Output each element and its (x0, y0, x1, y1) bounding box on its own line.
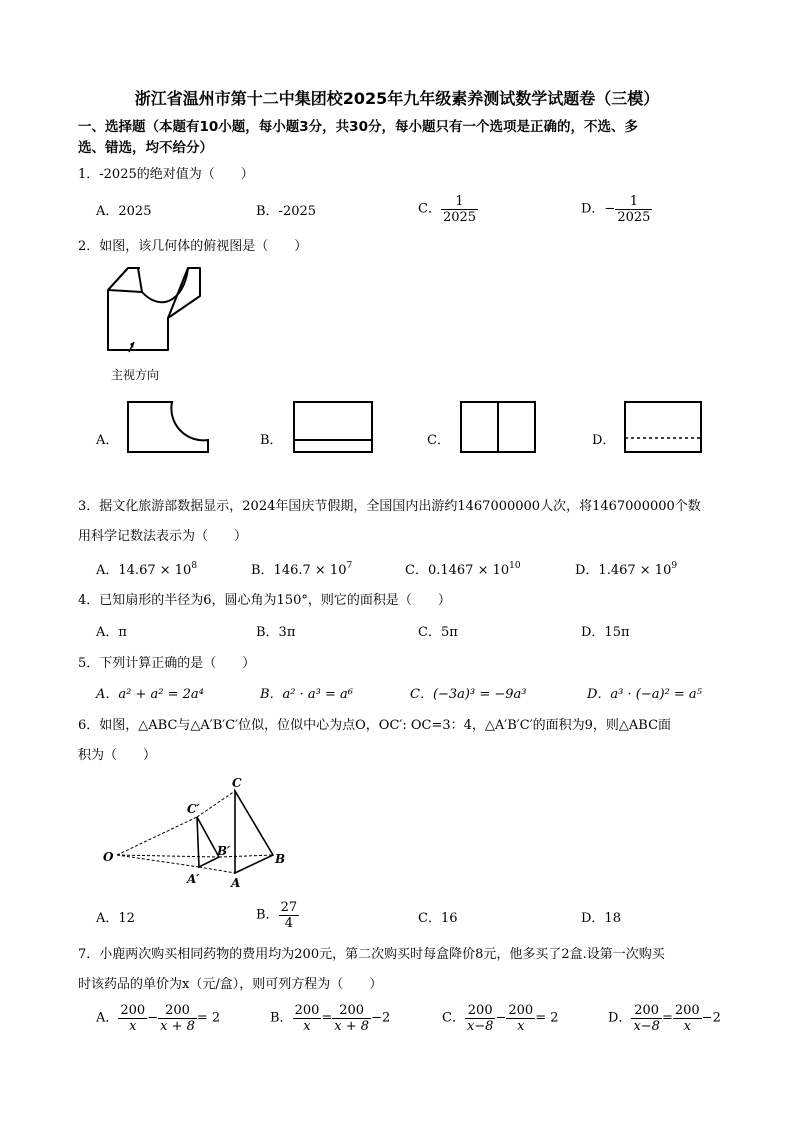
question-5-stem: 5．下列计算正确的是（ ） (78, 656, 256, 671)
q7-c-denominator-1: x−8 (466, 1019, 494, 1034)
solid-figure-diagram (100, 262, 220, 362)
q6-option-d: D．18 (581, 911, 621, 926)
point-c-label: C (232, 776, 242, 790)
q7-a-operator: − (147, 1010, 159, 1026)
q1-c-numerator: 1 (441, 194, 478, 210)
q7-d-numerator-2: 200 (674, 1003, 700, 1018)
point-b-prime-label: B′ (217, 844, 231, 858)
q1-option-c-label: C． (418, 201, 441, 217)
q6-option-a: A．12 (96, 911, 135, 926)
point-c-prime-label: C′ (187, 802, 200, 816)
question-6-line1: 6．如图，△ABC与△A′B′C′位似，位似中心为点O，OC′: OC=3：4，△A′B′C′的面积为9，则△ABC面 (78, 718, 672, 733)
q7-d-rhs: −2 (701, 1010, 721, 1026)
point-o-label: O (103, 850, 114, 864)
q3-option-a (96, 562, 197, 580)
q5-option-c: C．(−3a)³ = −9a³ (410, 687, 527, 702)
question-3-line1: 3．据文化旅游部数据显示，2024年国庆节假期，全国国内出游约1467000000人次，将1467000000个数 (78, 499, 701, 514)
q7-d-operator: = (661, 1010, 673, 1026)
q1-option-a: A．2025 (96, 204, 152, 219)
q7-c-denominator-2: x (517, 1019, 525, 1034)
question-3-line2: 用科学记数法表示为（ ） (78, 529, 248, 544)
q1-option-b: B．-2025 (256, 204, 317, 219)
point-a-prime-label: A′ (187, 872, 200, 886)
q2-option-a-figure (124, 398, 214, 456)
q3-c-base: C．0.1467 × 10 (405, 563, 510, 578)
q7-a-denominator-2: x + 8 (160, 1019, 195, 1034)
q7-d-numerator-1: 200 (631, 1003, 662, 1019)
q6-option-b (256, 900, 299, 931)
q7-c-operator: − (495, 1010, 507, 1026)
view-direction-caption: 主视方向 (111, 368, 160, 382)
q3-a-base: A．14.67 × 10 (96, 563, 192, 578)
question-2-stem: 2．如图，该几何体的俯视图是（ ） (78, 239, 308, 254)
q7-a-rhs: = 2 (196, 1010, 221, 1026)
q1-d-denominator: 2025 (617, 210, 651, 225)
q7-option-c (442, 1003, 558, 1034)
q7-b-operator: = (321, 1010, 333, 1026)
q7-b-denominator-1: x (303, 1019, 311, 1034)
q7-a-denominator-1: x (129, 1019, 137, 1034)
question-7-line2: 时该药品的单价为x（元/盒），则可列方程为（ ） (78, 977, 383, 992)
q3-b-exponent: 7 (346, 561, 353, 571)
q7-b-numerator-2: 200 (332, 1003, 371, 1019)
q2-option-b: B． (260, 433, 283, 448)
point-a-label: A (231, 876, 241, 890)
q2-option-a: A． (96, 433, 119, 448)
q1-option-d-label: D．− (581, 201, 616, 217)
q7-b-numerator-1: 200 (294, 1003, 320, 1018)
q6-b-numerator: 27 (280, 900, 298, 915)
q3-c-exponent: 10 (509, 561, 521, 571)
q7-b-rhs: −2 (371, 1010, 391, 1026)
q5-option-b: B．a² · a³ = a⁶ (260, 687, 353, 702)
q7-a-numerator-2: 200 (158, 1003, 197, 1019)
q3-d-exponent: 9 (671, 561, 678, 571)
q7-b-denominator-2: x + 8 (334, 1019, 370, 1034)
q7-c-rhs: = 2 (535, 1010, 559, 1026)
q7-d-label: D． (608, 1010, 632, 1026)
q3-option-c (405, 562, 521, 580)
q1-option-c (418, 194, 478, 225)
section-heading-line1: 一、选择题（本题有10小题，每小题3分，共30分，每小题只有一个选项是正确的，不选、多 (78, 119, 638, 135)
q2-option-b-figure (290, 398, 376, 456)
q7-d-denominator-2: x (683, 1019, 691, 1034)
q7-c-numerator-2: 200 (508, 1003, 534, 1018)
q7-b-label: B． (270, 1010, 293, 1026)
q1-c-denominator: 2025 (442, 210, 477, 225)
homothety-diagram (95, 775, 305, 895)
q7-option-d (608, 1003, 721, 1034)
question-4-stem: 4．已知扇形的半径为6，圆心角为150°，则它的面积是（ ） (78, 593, 451, 608)
q7-a-numerator-1: 200 (120, 1003, 146, 1018)
q7-option-a (96, 1003, 220, 1034)
q1-d-numerator: 1 (615, 194, 652, 210)
q1-option-d (581, 194, 652, 225)
q5-option-a: A．a² + a² = 2a⁴ (96, 687, 204, 702)
q4-option-c: C．5π (418, 625, 458, 640)
q2-option-c-figure (457, 398, 539, 456)
q7-a-label: A． (96, 1010, 119, 1026)
question-6-line2: 积为（ ） (78, 748, 157, 763)
q3-b-base: B．146.7 × 10 (251, 563, 347, 578)
q6-b-denominator: 4 (284, 916, 293, 931)
point-b-label: B (275, 852, 286, 866)
q6-option-b-label: B． (256, 907, 279, 923)
q3-a-exponent: 8 (191, 561, 198, 571)
q4-option-a: A．π (96, 625, 127, 640)
q7-c-numerator-1: 200 (465, 1003, 496, 1019)
q5-option-d: D．a³ · (−a)² = a⁵ (587, 687, 702, 702)
q4-option-b: B．3π (256, 625, 296, 640)
q3-d-base: D．1.467 × 10 (575, 563, 672, 578)
q7-c-label: C． (442, 1010, 465, 1026)
q3-option-d (575, 562, 677, 580)
question-7-line1: 7．小鹿两次购买相同药物的费用均为200元，第二次购买时每盒降价8元，他多买了2盒.设第一次购买 (78, 947, 665, 962)
section-heading-line2: 选、错选，均不给分） (78, 140, 213, 156)
q2-option-c: C． (427, 433, 450, 448)
q3-option-b (251, 562, 352, 580)
q7-d-denominator-1: x−8 (633, 1019, 660, 1034)
q2-option-d: D． (592, 433, 616, 448)
question-1-stem: 1．-2025的绝对值为（ ） (78, 167, 254, 182)
page-title: 浙江省温州市第十二中集团校2025年九年级素养测试数学试题卷（三模） (134, 89, 660, 108)
q7-option-b (270, 1003, 390, 1034)
q2-option-d-figure (621, 398, 705, 456)
q6-option-c: C．16 (418, 911, 458, 926)
q4-option-d: D．15π (581, 625, 630, 640)
